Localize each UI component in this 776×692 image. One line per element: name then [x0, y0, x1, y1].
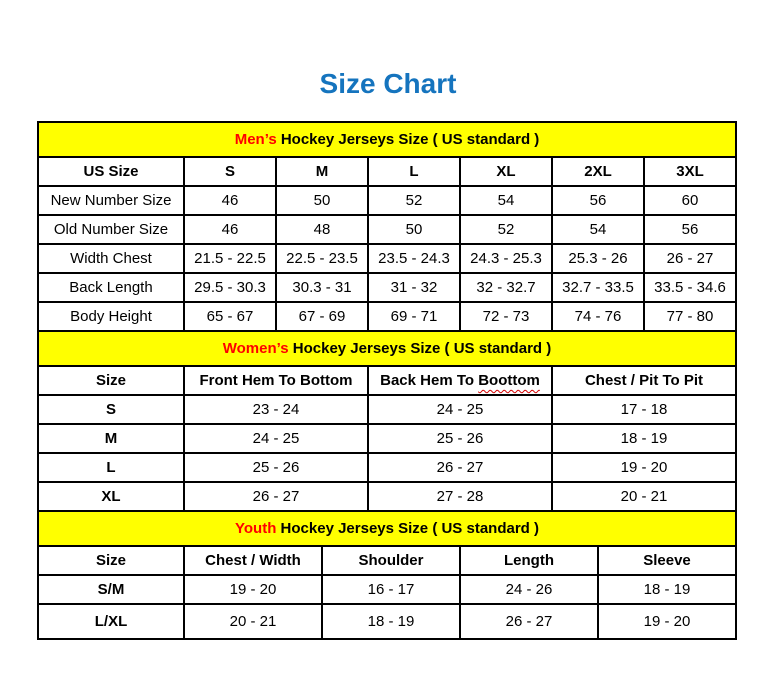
table-row — [38, 453, 736, 482]
cell-value: 23 - 24 — [184, 395, 368, 424]
cell-value: 26 - 27 — [368, 453, 552, 482]
cell-value: 52 — [368, 186, 460, 215]
cell-value: 17 - 18 — [552, 395, 736, 424]
row-label: L — [38, 453, 184, 482]
row-label: M — [38, 424, 184, 453]
cell-value: 72 - 73 — [460, 302, 552, 331]
section-band-row — [38, 511, 736, 546]
cell-value: 33.5 - 34.6 — [644, 273, 736, 302]
column-header — [368, 366, 552, 395]
section-mens — [37, 121, 737, 332]
column-header: 3XL — [644, 157, 736, 186]
band-highlight: Men’s — [234, 131, 277, 148]
cell-value: 52 — [460, 215, 552, 244]
cell-value: 54 — [460, 186, 552, 215]
cell-value: 32 - 32.7 — [460, 273, 552, 302]
cell-value: 29.5 - 30.3 — [184, 273, 276, 302]
cell-value: 20 - 21 — [552, 482, 736, 511]
cell-value: 16 - 17 — [322, 575, 460, 604]
cell-value: 69 - 71 — [368, 302, 460, 331]
band-rest: Hockey Jerseys Size ( US standard ) — [276, 520, 539, 537]
cell-value: 25 - 26 — [184, 453, 368, 482]
section-womens — [37, 330, 737, 512]
cell-value: 25 - 26 — [368, 424, 552, 453]
row-label: New Number Size — [38, 186, 184, 215]
section-youth — [37, 510, 737, 640]
row-label: L/XL — [38, 604, 184, 639]
table-row — [38, 575, 736, 604]
cell-value: 19 - 20 — [552, 453, 736, 482]
section-band-youth — [38, 511, 736, 546]
table-row — [38, 395, 736, 424]
cell-value: 74 - 76 — [552, 302, 644, 331]
cell-value: 54 — [552, 215, 644, 244]
band-rest: Hockey Jerseys Size ( US standard ) — [276, 131, 540, 148]
cell-value: 25.3 - 26 — [552, 244, 644, 273]
cell-value: 67 - 69 — [276, 302, 368, 331]
cell-value: 31 - 32 — [368, 273, 460, 302]
column-header: Chest / Pit To Pit — [552, 366, 736, 395]
row-label: S — [38, 395, 184, 424]
column-header: Length — [460, 546, 598, 575]
page-title: Size Chart — [319, 68, 457, 99]
table-row — [38, 273, 736, 302]
column-header-row — [38, 366, 736, 395]
column-header: Front Hem To Bottom — [184, 366, 368, 395]
column-header: Chest / Width — [184, 546, 322, 575]
cell-value: 27 - 28 — [368, 482, 552, 511]
misspelled-word: Boottom — [478, 372, 540, 389]
row-label: XL — [38, 482, 184, 511]
cell-value: 18 - 19 — [322, 604, 460, 639]
column-header-row — [38, 546, 736, 575]
cell-value: 65 - 67 — [184, 302, 276, 331]
cell-value: 24 - 26 — [460, 575, 598, 604]
cell-value: 18 - 19 — [552, 424, 736, 453]
cell-value: 30.3 - 31 — [276, 273, 368, 302]
column-header: M — [276, 157, 368, 186]
cell-value: 21.5 - 22.5 — [184, 244, 276, 273]
table-row — [38, 424, 736, 453]
cell-value: 26 - 27 — [184, 482, 368, 511]
section-band-mens — [38, 122, 736, 157]
row-label: S/M — [38, 575, 184, 604]
column-header: L — [368, 157, 460, 186]
cell-value: 32.7 - 33.5 — [552, 273, 644, 302]
column-header-text: Back Hem To — [380, 372, 479, 389]
column-header: Size — [38, 366, 184, 395]
cell-value: 46 — [184, 186, 276, 215]
cell-value: 18 - 19 — [598, 575, 736, 604]
band-highlight: Youth — [235, 520, 277, 537]
section-band-womens — [38, 331, 736, 366]
column-header: S — [184, 157, 276, 186]
column-header: Sleeve — [598, 546, 736, 575]
row-label: Body Height — [38, 302, 184, 331]
cell-value: 23.5 - 24.3 — [368, 244, 460, 273]
row-label: Old Number Size — [38, 215, 184, 244]
table-row — [38, 244, 736, 273]
section-band-row — [38, 122, 736, 157]
cell-value: 60 — [644, 186, 736, 215]
column-header: Shoulder — [322, 546, 460, 575]
cell-value: 77 - 80 — [644, 302, 736, 331]
cell-value: 56 — [644, 215, 736, 244]
band-rest: Hockey Jerseys Size ( US standard ) — [288, 340, 552, 357]
table-row — [38, 186, 736, 215]
column-header: 2XL — [552, 157, 644, 186]
section-band-row — [38, 331, 736, 366]
cell-value: 26 - 27 — [460, 604, 598, 639]
cell-value: 24.3 - 25.3 — [460, 244, 552, 273]
size-chart-table — [37, 121, 737, 640]
cell-value: 46 — [184, 215, 276, 244]
column-header-row — [38, 157, 736, 186]
cell-value: 20 - 21 — [184, 604, 322, 639]
column-header: Size — [38, 546, 184, 575]
cell-value: 22.5 - 23.5 — [276, 244, 368, 273]
cell-value: 24 - 25 — [368, 395, 552, 424]
cell-value: 50 — [368, 215, 460, 244]
row-label: Back Length — [38, 273, 184, 302]
table-row — [38, 482, 736, 511]
table-row — [38, 604, 736, 639]
cell-value: 50 — [276, 186, 368, 215]
cell-value: 56 — [552, 186, 644, 215]
column-header: US Size — [38, 157, 184, 186]
cell-value: 48 — [276, 215, 368, 244]
band-highlight: Women’s — [222, 340, 289, 357]
table-row — [38, 302, 736, 331]
column-header: XL — [460, 157, 552, 186]
cell-value: 24 - 25 — [184, 424, 368, 453]
cell-value: 19 - 20 — [598, 604, 736, 639]
cell-value: 26 - 27 — [644, 244, 736, 273]
cell-value: 19 - 20 — [184, 575, 322, 604]
table-row — [38, 215, 736, 244]
row-label: Width Chest — [38, 244, 184, 273]
